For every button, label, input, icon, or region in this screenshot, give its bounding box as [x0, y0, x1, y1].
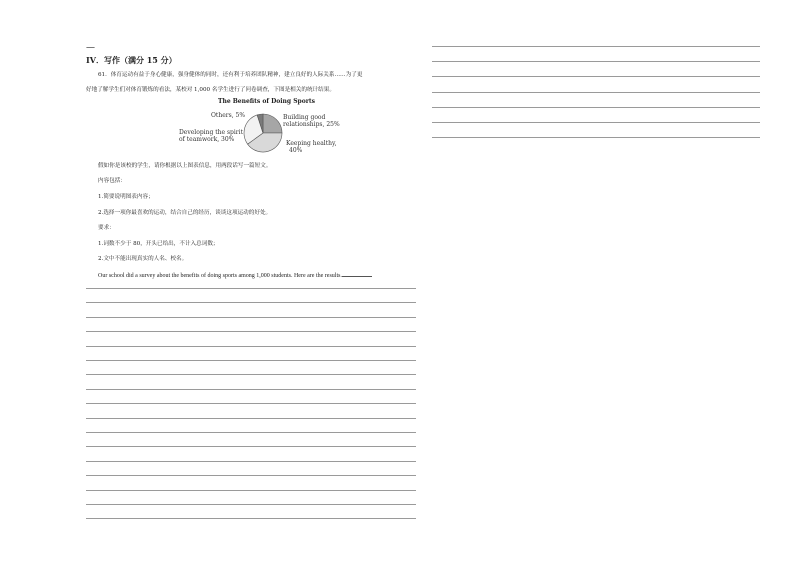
requirement-2: 2.文中不能出现真实的人名、校名。 [98, 256, 188, 262]
answer-line[interactable] [86, 374, 416, 375]
answer-line[interactable] [86, 346, 416, 347]
answer-line[interactable] [432, 137, 760, 138]
section-title: IV．写作（满分 15 分） [86, 55, 177, 65]
opening-sentence: Our school did a survey about the benefits of doing sports among 1,000 students. Here are the results. [98, 273, 342, 279]
content-heading: 内容包括： [98, 178, 126, 184]
instruction: 假如你是该校的学生，请你根据以上图表信息，用两段话写一篇短文。 [98, 163, 272, 169]
answer-line[interactable] [86, 331, 416, 332]
label-healthy-1: Keeping healthy, [286, 140, 337, 147]
requirement-1: 1.词数不少于 80，开头已给出，不计入总词数； [98, 241, 219, 247]
answer-line[interactable] [432, 122, 760, 123]
answer-line[interactable] [86, 504, 416, 505]
answer-line[interactable] [86, 461, 416, 462]
answer-line[interactable] [86, 360, 416, 361]
answer-line[interactable] [432, 92, 760, 93]
answer-line[interactable] [86, 490, 416, 491]
label-building-2: relationships, 25% [283, 121, 340, 128]
answer-line[interactable] [86, 317, 416, 318]
question-intro-line2: 好地了解学生们对体育锻炼的看法，某校对 1,000 名学生进行了问卷调查，下图是相关的统计结果。 [86, 87, 335, 93]
content-item-2: 2.选择一项你最喜欢的运动，结合自己的经历，谈谈这项运动的好处。 [98, 210, 272, 216]
answer-line[interactable] [86, 288, 416, 289]
answer-line[interactable] [86, 432, 416, 433]
answer-line[interactable] [86, 403, 416, 404]
label-others: Others, 5% [211, 112, 246, 119]
answer-line[interactable] [86, 446, 416, 447]
opening-sentence-row [98, 270, 372, 280]
answer-line[interactable] [86, 475, 416, 476]
question-intro-line1: 61．体育运动有益于身心健康，强身健体的同时，还有利于培养团队精神，建立良好的人际关系……为了更 [98, 72, 363, 78]
answer-line[interactable] [432, 46, 760, 47]
answer-line[interactable] [432, 107, 760, 108]
answer-line[interactable] [86, 418, 416, 419]
chart-title: The Benefits of Doing Sports [218, 98, 316, 105]
pie-chart [242, 112, 284, 154]
label-teamwork-1: Developing the spirit [179, 129, 243, 136]
pie-slice-building-good-relationships [263, 114, 282, 133]
label-building-1: Building good [283, 114, 326, 121]
label-healthy-2: 40% [289, 147, 303, 154]
requirements-heading: 要求： [98, 225, 115, 231]
content-item-1: 1.简要说明图表内容； [98, 194, 154, 200]
section-dash: — [86, 43, 95, 53]
answer-line[interactable] [432, 76, 760, 77]
answer-line[interactable] [86, 518, 416, 519]
answer-line[interactable] [86, 302, 416, 303]
answer-line[interactable] [86, 389, 416, 390]
label-teamwork-2: of teamwork, 30% [179, 136, 235, 143]
answer-line[interactable] [432, 61, 760, 62]
opening-blank[interactable] [342, 270, 372, 277]
